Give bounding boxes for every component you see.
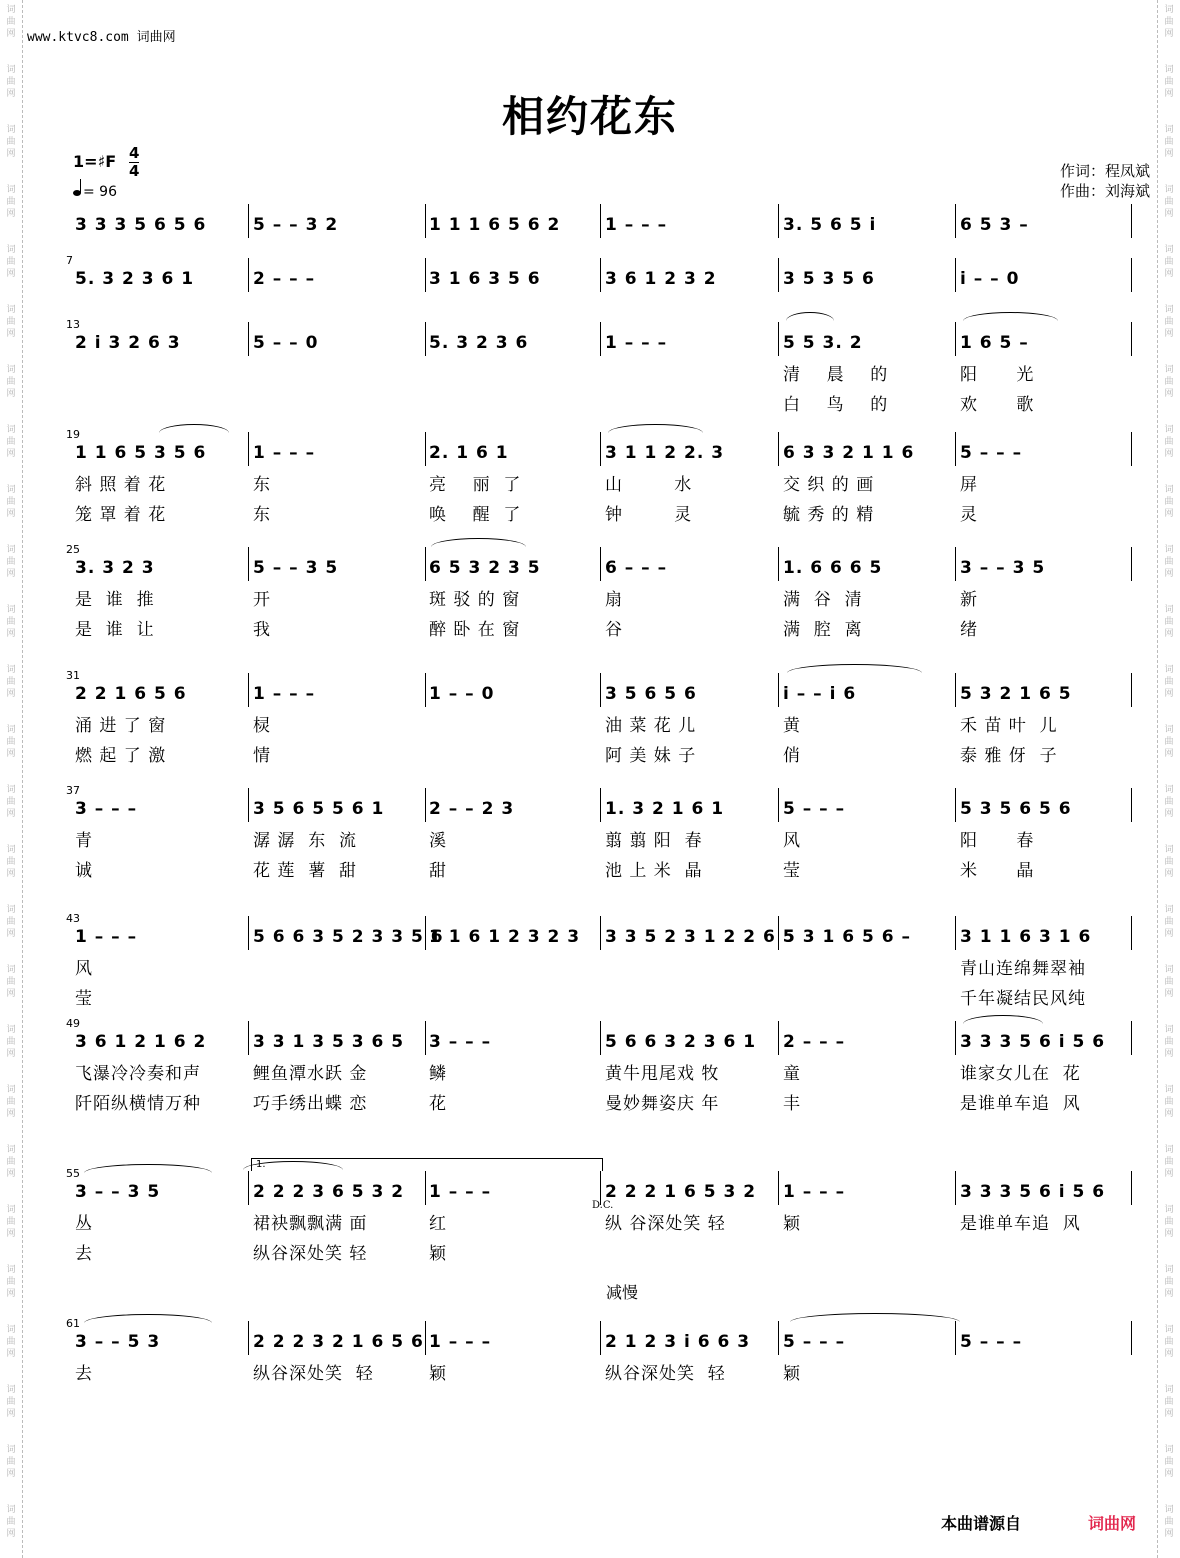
lyric-line-1: 斜 照 着 花 [75, 475, 167, 495]
watermark-mark: 词 曲 网 [1164, 1025, 1174, 1059]
measure: 2 – – 2 3 [429, 799, 515, 819]
barline [955, 432, 956, 466]
barline [600, 204, 601, 238]
measure: 3 – – – [429, 1032, 492, 1052]
lyric-line-1: 鲤鱼潭水跃 金 [253, 1064, 368, 1084]
lyric-line-1: 颖 [429, 1364, 447, 1384]
barline [778, 258, 779, 292]
measure: 1 – – – [253, 684, 316, 704]
measure: 3 – – 3 5 [75, 1182, 161, 1202]
lyric-line-1: 东 [253, 475, 271, 495]
measure: 3 3 5 2 3 1 2 2 6 5 [605, 927, 796, 947]
measure: 5 3 5 6 5 6 [960, 799, 1072, 819]
watermark-mark: 词 曲 网 [6, 845, 16, 879]
barline [778, 673, 779, 707]
lyric-line-2: 丰 [783, 1094, 801, 1114]
barline [600, 1021, 601, 1055]
lyric-line-1: 潺 潺 东 流 [253, 831, 358, 851]
measure: 1 1 6 1 2 3 2 3 [429, 927, 581, 947]
slur [608, 424, 703, 433]
lyric-line-2: 去 [75, 1244, 93, 1264]
barline [955, 916, 956, 950]
measure: 3. 3 2 3 [75, 558, 155, 578]
measure: 6 5 3 – [960, 215, 1029, 235]
watermark-mark: 词 曲 网 [6, 485, 16, 519]
watermark-mark: 词 曲 网 [6, 965, 16, 999]
site-url[interactable]: www.ktvc8.com 词曲网 [27, 30, 176, 45]
measure: 1 – – – [75, 927, 138, 947]
measure: 3 1 6 3 5 6 [429, 269, 541, 289]
measure-number: 31 [66, 669, 80, 682]
measure: 5 3 1 6 5 6 – [783, 927, 911, 947]
barline [248, 432, 249, 466]
watermark-mark: 词 曲 网 [6, 245, 16, 279]
barline [955, 1321, 956, 1355]
lyric-line-2: 我 [253, 620, 271, 640]
measure: 2 2 2 3 6 5 3 2 [253, 1182, 405, 1202]
barline [955, 204, 956, 238]
measure: 1 – – – [783, 1182, 846, 1202]
watermark-mark: 词 曲 网 [6, 1265, 16, 1299]
measure: 5 6 6 3 2 3 6 1 [605, 1032, 757, 1052]
watermark-mark: 词 曲 网 [1164, 665, 1174, 699]
watermark-mark: 词 曲 网 [1164, 185, 1174, 219]
barline [778, 322, 779, 356]
lyric-line-2: 绪 [960, 620, 978, 640]
measure-number: 43 [66, 912, 80, 925]
measure: 6 5 3 2 3 5 [429, 558, 541, 578]
lyric-line-1: 禾 苗 叶 儿 [960, 716, 1058, 736]
barline [425, 432, 426, 466]
watermark-mark: 词 曲 网 [6, 1145, 16, 1179]
lyric-line-1: 裙袂飘飘满 面 [253, 1214, 368, 1234]
source-label: 本曲谱源自 [941, 1514, 1022, 1533]
lyric-line-2: 泰 雅 伢 子 [960, 746, 1058, 766]
watermark-mark: 词 曲 网 [6, 545, 16, 579]
lyric-line-2: 曼妙舞姿庆 年 [605, 1094, 720, 1114]
measure-number: 37 [66, 784, 80, 797]
lyric-line-1: 童 [783, 1064, 801, 1084]
measure: 5. 3 2 3 6 1 [75, 269, 195, 289]
measure: 2 – – – [253, 269, 316, 289]
measure: 3. 5 6 5 i [783, 215, 877, 235]
lyric-line-2: 莹 [75, 989, 93, 1009]
lyric-line-1: 开 [253, 590, 271, 610]
watermark-mark: 词 曲 网 [1164, 1085, 1174, 1119]
watermark-mark: 词 曲 网 [1164, 905, 1174, 939]
measure: 5 – – – [783, 1332, 846, 1352]
watermark-mark: 词 曲 网 [1164, 545, 1174, 579]
measure: 5 3 2 1 6 5 [960, 684, 1072, 704]
lyric-line-1: 扇 [605, 590, 623, 610]
watermark-mark: 词 曲 网 [1164, 1145, 1174, 1179]
barline [600, 916, 601, 950]
watermark-mark: 词 曲 网 [1164, 125, 1174, 159]
watermark-mark: 词 曲 网 [1164, 305, 1174, 339]
lyric-line-1: 翦 翦 阳 春 [605, 831, 703, 851]
barline [955, 788, 956, 822]
watermark-mark: 词 曲 网 [6, 1385, 16, 1419]
lyric-line-2: 灵 [960, 505, 978, 525]
barline [425, 258, 426, 292]
lyric-line-2: 燃 起 了 激 [75, 746, 167, 766]
watermark-mark: 词 曲 网 [6, 785, 16, 819]
key-signature: 1=♯F [73, 152, 117, 171]
barline [778, 1321, 779, 1355]
lyric-line-1: 风 [75, 959, 93, 979]
measure: 1 6 5 – [960, 333, 1029, 353]
measure-number: 25 [66, 543, 80, 556]
barline [1131, 547, 1132, 581]
lyric-line-1: 亮 丽 了 [429, 475, 522, 495]
time-signature: 4 4 [129, 144, 140, 180]
lyric-line-1: 屏 [960, 475, 978, 495]
lyric-line-1: 交 织 的 画 [783, 475, 875, 495]
watermark-mark: 词 曲 网 [1164, 1325, 1174, 1359]
lyric-line-2: 白 鸟 的 [783, 395, 889, 415]
barline [248, 673, 249, 707]
measure: 5 – – – [960, 443, 1023, 463]
barline [248, 788, 249, 822]
lyric-line-1: 清 晨 的 [783, 365, 889, 385]
watermark-mark: 词 曲 网 [6, 65, 16, 99]
slur [963, 312, 1058, 321]
lyric-line-2: 毓 秀 的 精 [783, 505, 875, 525]
measure: 3 3 1 3 5 3 6 5 [253, 1032, 405, 1052]
barline [955, 258, 956, 292]
lyric-line-2: 莹 [783, 861, 801, 881]
barline [1131, 788, 1132, 822]
measure: 3 6 1 2 1 6 2 [75, 1032, 207, 1052]
measure: 5 – – – [960, 1332, 1023, 1352]
measure: i – – i 6 [783, 684, 857, 704]
watermark-mark: 词 曲 网 [1164, 1205, 1174, 1239]
measure-number: 49 [66, 1017, 80, 1030]
barline [955, 1171, 956, 1205]
lyric-line-1: 风 [783, 831, 801, 851]
measure: 2 i 3 2 6 3 [75, 333, 181, 353]
barline [425, 204, 426, 238]
watermark-mark: 词 曲 网 [6, 1205, 16, 1239]
barline [248, 204, 249, 238]
watermark-mark: 词 曲 网 [1164, 965, 1174, 999]
barline [248, 322, 249, 356]
watermark-mark: 词 曲 网 [6, 1325, 16, 1359]
measure-number: 13 [66, 318, 80, 331]
lyric-line-2: 花 [429, 1094, 447, 1114]
measure: 3 3 3 5 6 i 5 6 [960, 1032, 1106, 1052]
barline [1131, 916, 1132, 950]
lyric-line-1: 阳 春 [960, 831, 1035, 851]
measure-number: 19 [66, 428, 80, 441]
measure: 6 – – – [605, 558, 668, 578]
measure: 3 – – 3 5 [960, 558, 1046, 578]
watermark-mark: 词 曲 网 [6, 305, 16, 339]
measure: 1. 3 2 1 6 1 [605, 799, 725, 819]
slur [84, 1314, 212, 1323]
song-title: 相约花东 [501, 92, 678, 141]
measure: 3 6 1 2 3 2 [605, 269, 717, 289]
quarter-note-icon [73, 190, 81, 196]
lyric-line-1: 去 [75, 1364, 93, 1384]
watermark-mark: 词 曲 网 [6, 1505, 16, 1539]
lyric-line-1: 纵谷深处笑 轻 [253, 1364, 374, 1384]
watermark-mark: 词 曲 网 [6, 665, 16, 699]
slur [786, 312, 834, 321]
barline [955, 547, 956, 581]
measure: 1 – – 0 [429, 684, 495, 704]
lyric-line-2: 笼 罩 着 花 [75, 505, 167, 525]
barline [600, 258, 601, 292]
measure: 3 5 6 5 6 [605, 684, 697, 704]
lyric-line-1: 青 [75, 831, 93, 851]
watermark-mark: 词 曲 网 [1164, 5, 1174, 39]
measure: 2 2 2 3 2 1 6 5 6 [253, 1332, 424, 1352]
watermark-mark: 词 曲 网 [6, 125, 16, 159]
barline [1131, 204, 1132, 238]
barline [1131, 1021, 1132, 1055]
measure: 2 2 1 6 5 6 [75, 684, 187, 704]
slur [431, 538, 526, 547]
watermark-mark: 词 曲 网 [6, 1445, 16, 1479]
barline [425, 1021, 426, 1055]
slur [790, 1313, 960, 1322]
lyric-line-2: 欢 歌 [960, 395, 1035, 415]
lyric-line-2: 是谁单车追 风 [960, 1094, 1081, 1114]
lyric-line-1: 溪 [429, 831, 447, 851]
measure: 1 1 1 6 5 6 2 [429, 215, 561, 235]
watermark-mark: 词 曲 网 [1164, 485, 1174, 519]
measure: 3 3 3 5 6 5 6 [75, 215, 207, 235]
barline [600, 432, 601, 466]
barline [778, 432, 779, 466]
barline [425, 1321, 426, 1355]
watermark-mark: 词 曲 网 [1164, 425, 1174, 459]
barline [425, 322, 426, 356]
barline [600, 1321, 601, 1355]
lyric-line-2: 俏 [783, 746, 801, 766]
watermark-mark: 词 曲 网 [6, 5, 16, 39]
barline [1131, 258, 1132, 292]
measure: 5. 3 2 3 6 [429, 333, 529, 353]
measure: 2 – – – [783, 1032, 846, 1052]
lyric-line-2: 唤 醒 了 [429, 505, 522, 525]
source-logo[interactable]: 词曲网 [1088, 1514, 1137, 1533]
lyric-line-2: 花 莲 薯 甜 [253, 861, 358, 881]
barline [425, 788, 426, 822]
watermark-mark: 词 曲 网 [1164, 365, 1174, 399]
composer: 作曲：刘海斌 [1059, 182, 1150, 200]
da-capo-mark: D.C. [592, 1200, 614, 1211]
measure: 5 – – – [783, 799, 846, 819]
lyric-line-1: 是 谁 推 [75, 590, 155, 610]
lyric-line-2: 东 [253, 505, 271, 525]
watermark-mark: 词 曲 网 [1164, 1445, 1174, 1479]
lyric-line-2: 满 腔 离 [783, 620, 863, 640]
barline [248, 1321, 249, 1355]
watermark-mark: 词 曲 网 [6, 605, 16, 639]
measure: i – – 0 [960, 269, 1020, 289]
measure: 2 2 2 1 6 5 3 2 [605, 1182, 757, 1202]
measure: 2. 1 6 1 [429, 443, 509, 463]
barline [1131, 432, 1132, 466]
watermark-mark: 词 曲 网 [6, 365, 16, 399]
barline [600, 547, 601, 581]
watermark-mark: 词 曲 网 [1164, 1265, 1174, 1299]
watermark-mark: 词 曲 网 [1164, 785, 1174, 819]
barline [248, 1171, 249, 1205]
measure-number: 61 [66, 1317, 80, 1330]
watermark-mark: 词 曲 网 [1164, 245, 1174, 279]
lyric-line-1: 颖 [783, 1364, 801, 1384]
measure: 3 5 6 5 5 6 1 [253, 799, 385, 819]
lyric-line-1: 阳 光 [960, 365, 1035, 385]
lyricist: 作词：程凤斌 [1059, 162, 1150, 180]
barline [955, 673, 956, 707]
barline [600, 673, 601, 707]
barline [778, 204, 779, 238]
measure: 3 5 3 5 6 [783, 269, 875, 289]
measure: 1 – – – [253, 443, 316, 463]
lyric-line-2: 钟 灵 [605, 505, 693, 525]
measure: 1 – – – [605, 333, 668, 353]
lyric-line-1: 红 [429, 1214, 447, 1234]
lyric-line-1: 颖 [783, 1214, 801, 1234]
barline [600, 322, 601, 356]
watermark-mark: 词 曲 网 [6, 725, 16, 759]
slur [963, 1015, 1043, 1024]
measure: 5 5 3. 2 [783, 333, 863, 353]
lyric-line-1: 丛 [75, 1214, 93, 1234]
lyric-line-1: 黄牛甩尾戏 牧 [605, 1064, 720, 1084]
lyric-line-1: 棂 [253, 716, 271, 736]
barline [778, 1021, 779, 1055]
watermark-mark: 词 曲 网 [6, 185, 16, 219]
lyric-line-1: 新 [960, 590, 978, 610]
barline [1131, 673, 1132, 707]
tempo-change: 减慢 [606, 1283, 639, 1302]
measure: 1 1 6 5 3 5 6 [75, 443, 207, 463]
volta-bracket: 1. [251, 1158, 603, 1171]
lyric-line-2: 情 [253, 746, 271, 766]
lyric-line-2: 米 晶 [960, 861, 1035, 881]
barline [1131, 322, 1132, 356]
barline [1131, 1171, 1132, 1205]
measure: 2 1 2 3 i 6 6 3 [605, 1332, 751, 1352]
lyric-line-2: 醉 卧 在 窗 [429, 620, 521, 640]
lyric-line-1: 纵谷深处笑 轻 [605, 1364, 726, 1384]
lyric-line-1: 黄 [783, 716, 801, 736]
measure-number: 7 [66, 254, 73, 267]
lyric-line-1: 油 菜 花 儿 [605, 716, 697, 736]
barline [600, 788, 601, 822]
measure-number: 55 [66, 1167, 80, 1180]
lyric-line-2: 甜 [429, 861, 447, 881]
barline [425, 673, 426, 707]
measure: 5 – – 3 5 [253, 558, 339, 578]
tempo-marking: = 96 [73, 184, 117, 200]
watermark-mark: 词 曲 网 [1164, 605, 1174, 639]
measure: 3 – – – [75, 799, 138, 819]
lyric-line-2: 巧手绣出蝶 恋 [253, 1094, 368, 1114]
barline [955, 322, 956, 356]
lyric-line-1: 是谁单车追 风 [960, 1214, 1081, 1234]
measure: 5 – – 0 [253, 333, 319, 353]
lyric-line-2: 纵谷深处笑 轻 [253, 1244, 368, 1264]
measure: 3 1 1 2 2. 3 [605, 443, 725, 463]
barline [778, 1171, 779, 1205]
barline [248, 1021, 249, 1055]
lyric-line-1: 飞瀑冷冷奏和声 [75, 1064, 201, 1084]
lyric-line-2: 诚 [75, 861, 93, 881]
lyric-line-2: 是 谁 让 [75, 620, 155, 640]
barline [425, 1171, 426, 1205]
barline [1131, 1321, 1132, 1355]
watermark-mark: 词 曲 网 [1164, 1505, 1174, 1539]
lyric-line-1: 斑 驳 的 窗 [429, 590, 521, 610]
slur [84, 1164, 212, 1173]
slur [787, 664, 922, 673]
watermark-mark: 词 曲 网 [6, 905, 16, 939]
measure: 3 3 3 5 6 i 5 6 [960, 1182, 1106, 1202]
watermark-mark: 词 曲 网 [6, 425, 16, 459]
barline [778, 788, 779, 822]
slur [159, 424, 229, 433]
measure: 1 – – – [429, 1182, 492, 1202]
measure: 1 – – – [429, 1332, 492, 1352]
watermark-mark: 词 曲 网 [1164, 845, 1174, 879]
measure: 3 1 1 6 3 1 6 [960, 927, 1092, 947]
barline [425, 547, 426, 581]
lyric-line-2: 阡陌纵横情万种 [75, 1094, 201, 1114]
measure: 1 – – – [605, 215, 668, 235]
watermark-mark: 词 曲 网 [1164, 65, 1174, 99]
watermark-mark: 词 曲 网 [6, 1085, 16, 1119]
measure: 1. 6 6 6 5 [783, 558, 883, 578]
measure: 5 – – 3 2 [253, 215, 339, 235]
lyric-line-1: 满 谷 清 [783, 590, 863, 610]
lyric-line-1: 涌 进 了 窗 [75, 716, 167, 736]
credits [1060, 161, 1150, 201]
lyric-line-1: 谁家女儿在 花 [960, 1064, 1081, 1084]
barline [248, 258, 249, 292]
lyric-line-2: 池 上 米 晶 [605, 861, 703, 881]
barline [955, 1021, 956, 1055]
lyric-line-1: 青山连绵舞翠袖 [960, 959, 1086, 979]
lyric-line-2: 千年凝结民风纯 [960, 989, 1086, 1009]
lyric-line-1: 鳞 [429, 1064, 447, 1084]
watermark-mark: 词 曲 网 [1164, 725, 1174, 759]
measure: 5 6 6 3 5 2 3 3 5 6 [253, 927, 444, 947]
measure: 6 3 3 2 1 1 6 [783, 443, 915, 463]
lyric-line-1: 山 水 [605, 475, 693, 495]
lyric-line-2: 颖 [429, 1244, 447, 1264]
barline [248, 547, 249, 581]
barline [248, 916, 249, 950]
lyric-line-2: 阿 美 妹 子 [605, 746, 697, 766]
watermark-mark: 词 曲 网 [1164, 1385, 1174, 1419]
barline [778, 547, 779, 581]
watermark-mark: 词 曲 网 [6, 1025, 16, 1059]
lyric-line-2: 谷 [605, 620, 623, 640]
lyric-line-1: 纵 谷深处笑 轻 [605, 1214, 726, 1234]
measure: 3 – – 5 3 [75, 1332, 161, 1352]
